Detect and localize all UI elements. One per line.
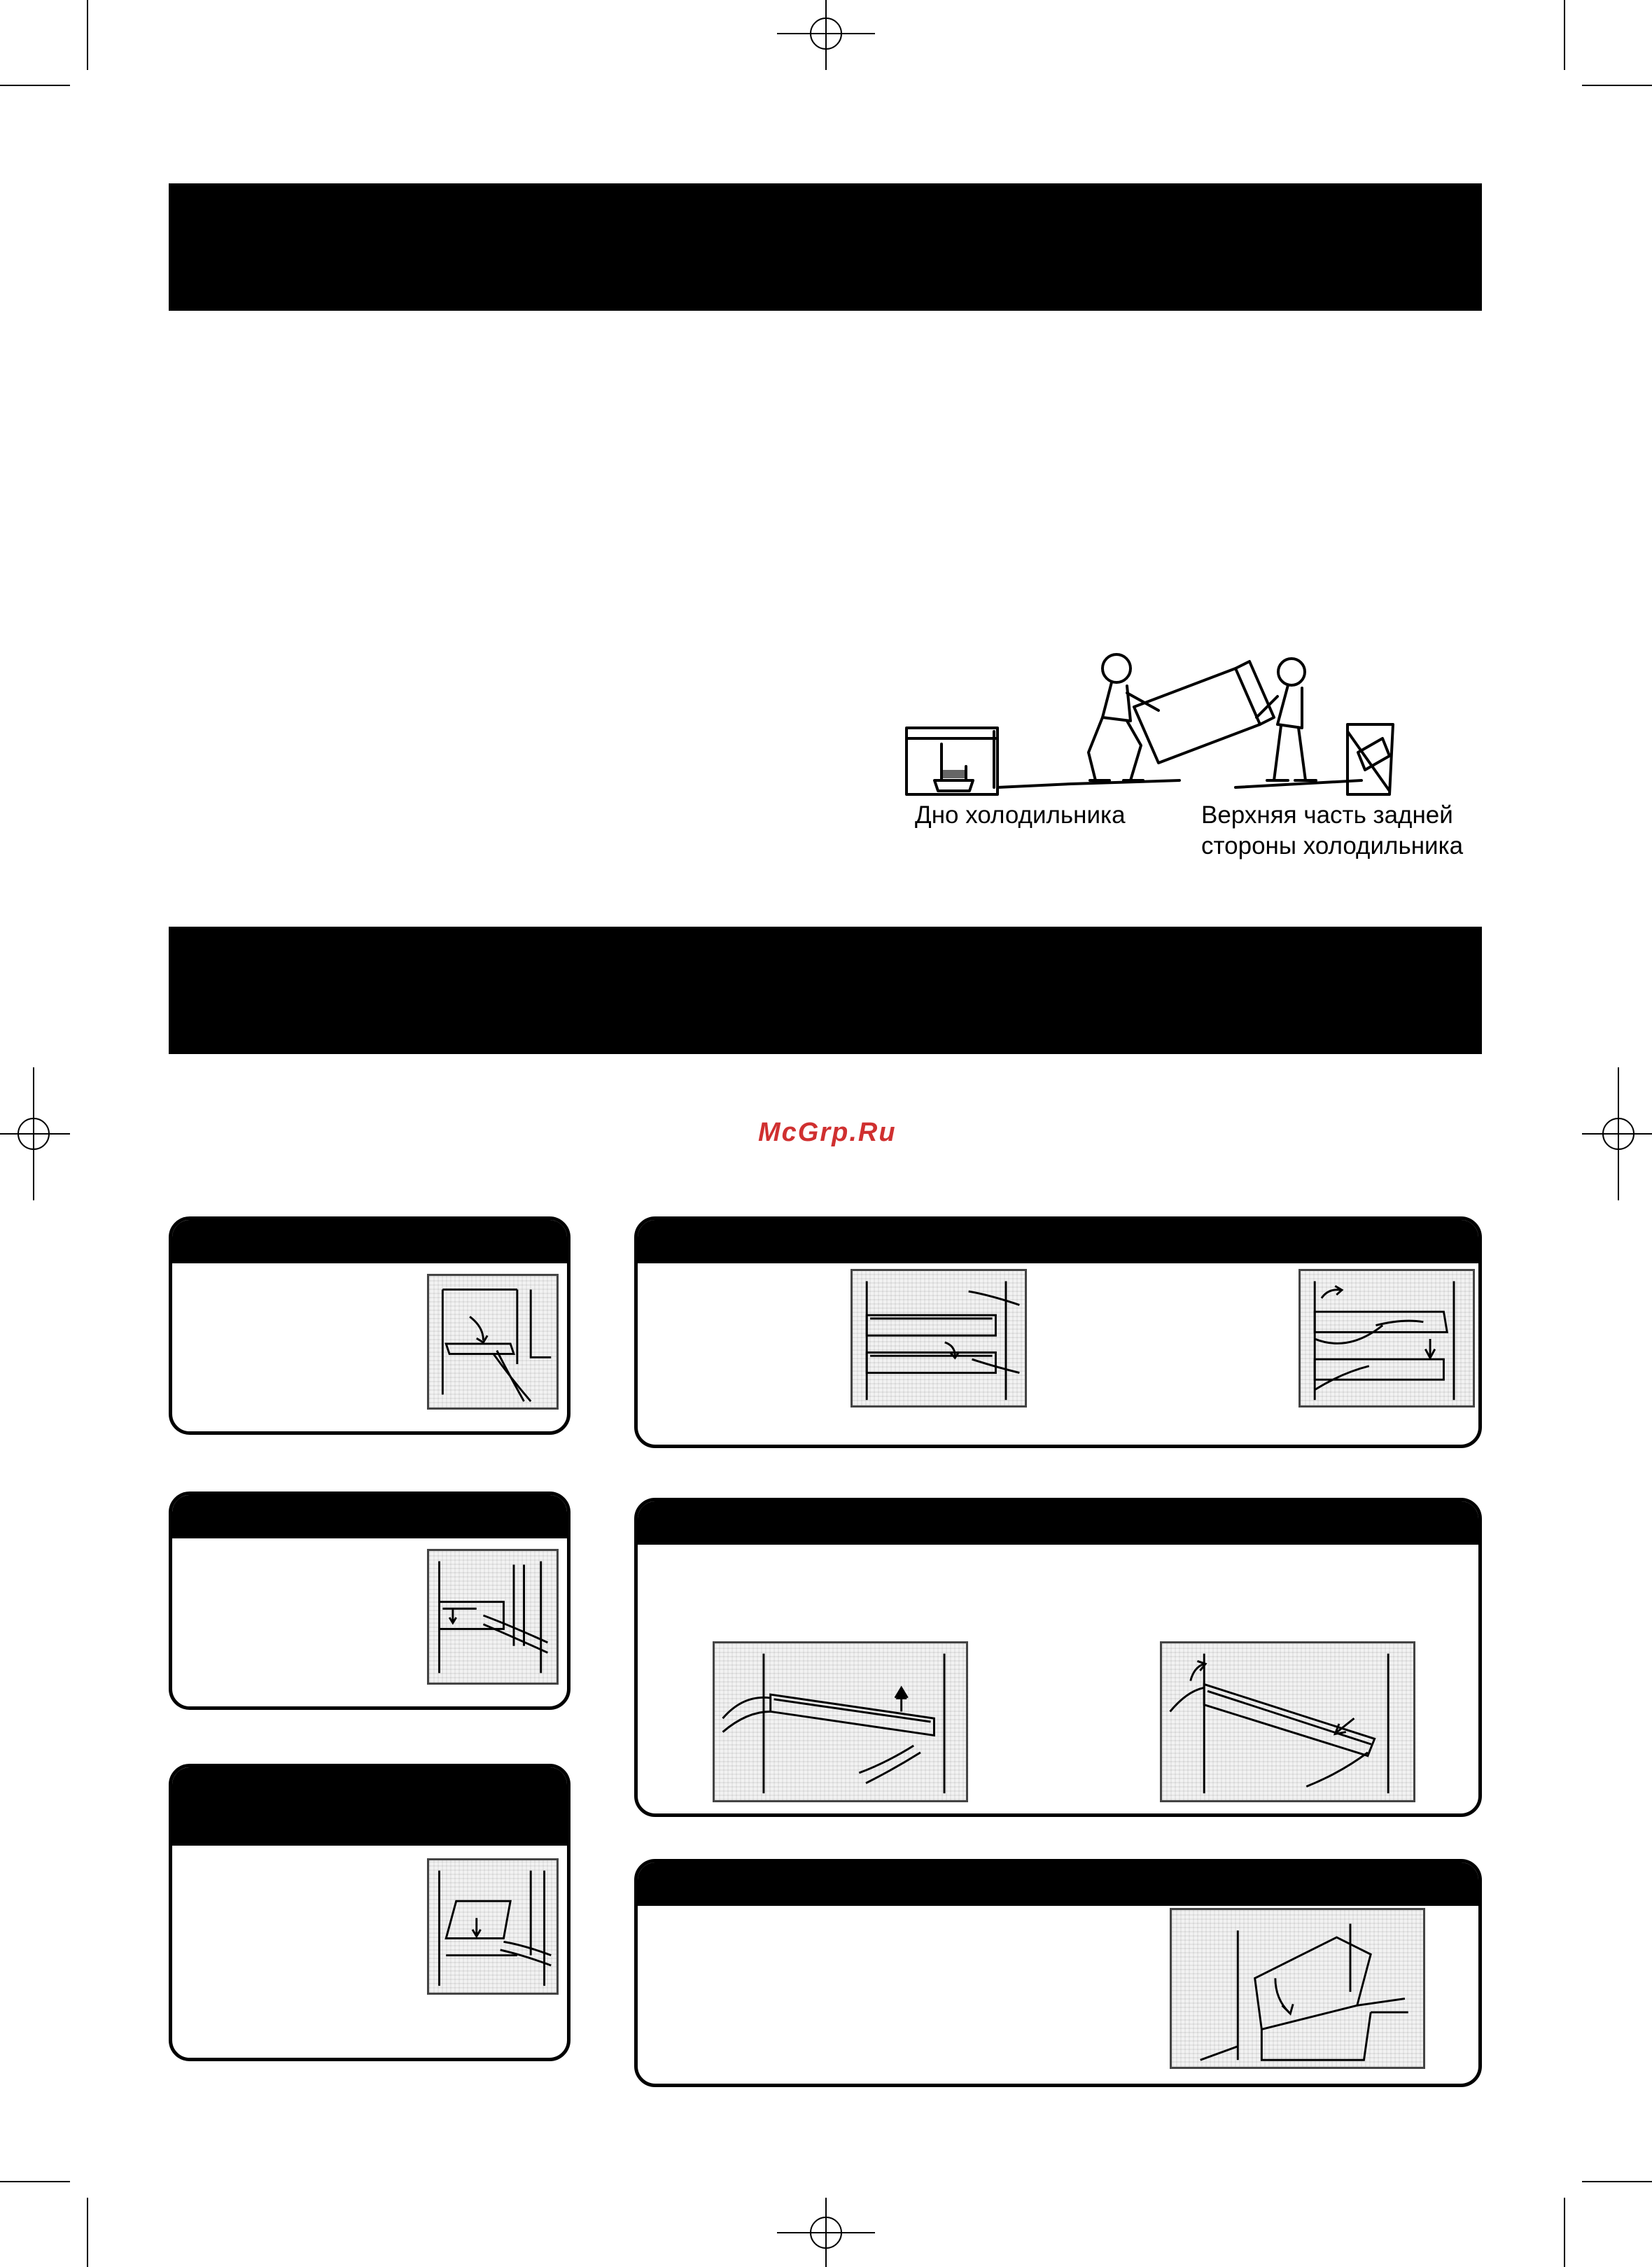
panel-header — [172, 1767, 567, 1846]
instruction-panel-1 — [169, 1216, 570, 1435]
registration-mark-icon — [777, 2198, 875, 2267]
instruction-panel-6 — [634, 1859, 1482, 2087]
glass-shelf-removal-illustration — [427, 1858, 559, 1995]
caption-fridge-top-back-line2: стороны холодильника — [1201, 832, 1464, 859]
panel-header — [638, 1862, 1478, 1906]
panel-header — [638, 1501, 1478, 1545]
section-header-bar — [169, 183, 1482, 311]
instruction-panel-3 — [169, 1764, 570, 2061]
moving-refrigerator-illustration — [899, 640, 1460, 801]
shelf-removal-illustration — [427, 1274, 559, 1410]
registration-mark-icon — [1582, 1067, 1652, 1200]
door-bin-step1-illustration — [850, 1269, 1027, 1408]
door-shelf-lift-illustration — [713, 1641, 968, 1802]
door-shelf-tilt-illustration — [1160, 1641, 1415, 1802]
vegetable-bin-removal-illustration — [1170, 1908, 1425, 2069]
instruction-panel-2 — [169, 1492, 570, 1710]
instruction-panel-4 — [634, 1216, 1482, 1448]
section-header-bar — [169, 927, 1482, 1054]
panel-header — [172, 1495, 567, 1538]
door-bin-step2-illustration — [1298, 1269, 1475, 1408]
registration-mark-icon — [0, 1067, 70, 1200]
caption-fridge-top-back-line1: Верхняя часть задней — [1201, 801, 1453, 829]
instruction-panel-5 — [634, 1498, 1482, 1817]
caption-fridge-bottom: Дно холодильника — [915, 801, 1126, 829]
registration-mark-icon — [777, 0, 875, 70]
drawer-removal-illustration — [427, 1549, 559, 1685]
panel-header — [172, 1220, 567, 1263]
watermark-text: McGrp.Ru — [758, 1118, 897, 1147]
panel-header — [638, 1220, 1478, 1263]
